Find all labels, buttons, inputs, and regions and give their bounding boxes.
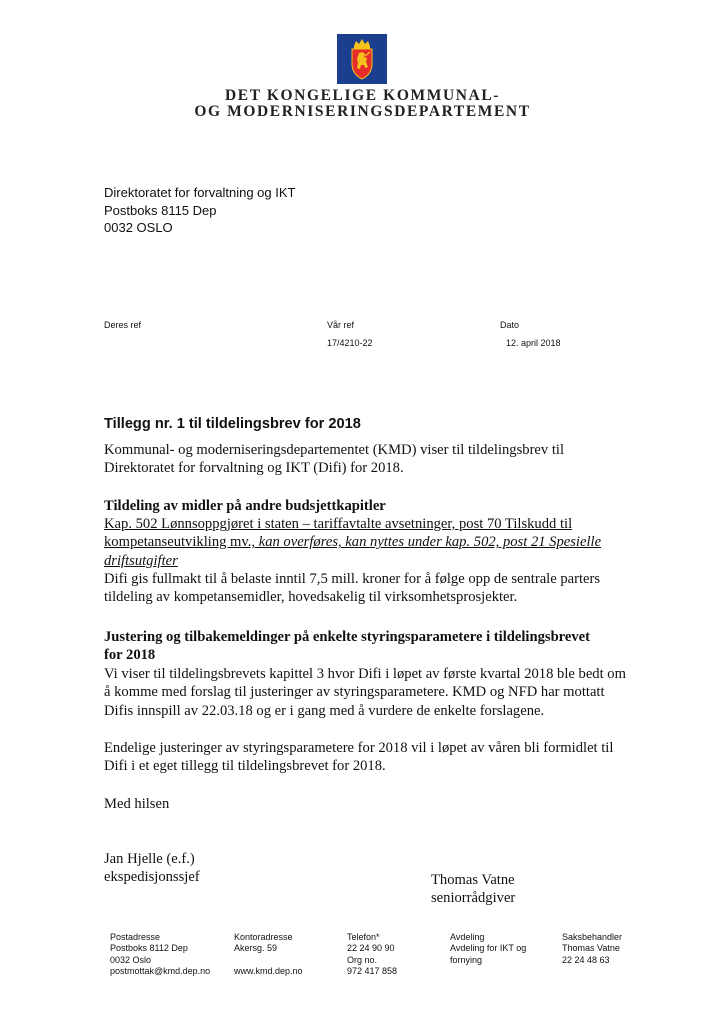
heading-line: Justering og tilbakemeldinger på enkelte styringsparametere i tildelingsbrevet — [104, 629, 591, 645]
var-ref-value: 17/4210-22 — [327, 338, 373, 348]
footer-telefon — [347, 932, 397, 978]
footer-value: 22 24 48 63 — [562, 954, 610, 965]
recipient-name: Direktoratet for forvaltning og IKT — [104, 185, 296, 200]
paragraph-line: Endelige justeringer av styringsparametere for 2018 vil i løpet av våren bli formidlet til — [104, 740, 614, 756]
intro-line: Direktoratet for forvaltning og IKT (Difi) for 2018. — [104, 460, 404, 477]
footer-value: fornying — [450, 954, 483, 965]
fullmakt-line: Difi gis fullmakt til å belaste inntil 7,5 mill. kroner for å følge opp de sentrale parters — [104, 570, 601, 587]
recipient-address — [104, 184, 295, 237]
justering-paragraph-1 — [104, 665, 664, 720]
footer-value: 22 24 90 90 — [347, 943, 395, 954]
footer-value: 972 417 858 — [347, 966, 398, 977]
paragraph-line: Difis innspill av 22.03.18 og er i gang med å vurdere de enkelte forslagene. — [104, 702, 545, 719]
footer-label: Saksbehandler — [562, 932, 623, 942]
letter-title: Tillegg nr. 1 til tildelingsbrev for 2018 — [104, 416, 361, 432]
footer-value: Postboks 8112 Dep — [110, 943, 188, 954]
footer-value: Org no. — [347, 954, 378, 965]
signer-1-title: ekspedisjonssjef — [104, 869, 200, 886]
signer-2-title: seniorrådgiver — [431, 890, 516, 907]
footer-kontoradresse — [234, 932, 303, 978]
footer-label: Kontoradresse — [234, 932, 293, 942]
footer-email: postmottak@kmd.dep.no — [110, 966, 211, 977]
kap-line-1: Kap. 502 Lønnsoppgjøret i staten – tariffavtalte avsetninger, post 70 Tilskudd til — [104, 516, 573, 532]
footer-label: Postadresse — [110, 932, 161, 942]
section-heading-tildeling: Tildeling av midler på andre budsjettkapitler — [104, 498, 386, 514]
footer-website: www.kmd.dep.no — [234, 966, 303, 977]
kap-line-3-italic: driftsutgifter — [104, 552, 178, 569]
norwegian-coat-of-arms-icon — [337, 34, 387, 84]
department-name-line-1: DET KONGELIGE KOMMUNAL- — [224, 87, 501, 104]
footer-label: Telefon* — [347, 932, 380, 942]
fullmakt-line: tildeling av kompetansemidler, hovedsakelig til virksomhetsprosjekter. — [104, 589, 518, 606]
intro-line: Kommunal- og moderniseringsdepartementet (KMD) viser til tildelingsbrev til — [104, 442, 565, 458]
footer-saksbehandler — [562, 932, 622, 966]
closing-greeting: Med hilsen — [104, 796, 170, 812]
justering-paragraph-2 — [104, 739, 664, 776]
recipient-city: 0032 OSLO — [104, 220, 173, 235]
signer-2 — [431, 871, 631, 908]
department-name-line-2: OG MODERNISERINGSDEPARTEMENT — [194, 103, 531, 120]
footer-label: Avdeling — [450, 932, 485, 942]
paragraph-line: Vi viser til tildelingsbrevets kapittel 3 hvor Difi i løpet av første kvartal 2018 ble bedt om — [104, 666, 626, 682]
kap-line-2: kompetanseutvikling mv., — [104, 534, 256, 551]
section-heading-justering — [104, 628, 664, 665]
recipient-street: Postboks 8115 Dep — [104, 202, 217, 218]
footer-value: Avdeling for IKT og — [450, 943, 527, 954]
footer-value: 0032 Oslo — [110, 954, 152, 965]
footer-value: Akersg. 59 — [234, 943, 278, 954]
footer-postadresse — [110, 932, 210, 978]
signer-2-name: Thomas Vatne — [431, 872, 515, 888]
signer-1 — [104, 850, 354, 887]
var-ref-label: Vår ref — [327, 320, 355, 330]
paragraph-line: å komme med forslag til justeringer av styringsparametere. KMD og NFD har mottatt — [104, 684, 605, 701]
signer-1-name: Jan Hjelle (e.f.) — [104, 851, 195, 867]
footer-value — [234, 955, 303, 966]
kap-line-2-italic: kan overføres, kan nyttes under kap. 502, post 21 Spesielle — [255, 534, 602, 551]
budget-chapter-reference — [104, 515, 664, 606]
deres-ref-label: Deres ref — [104, 320, 142, 330]
dato-label: Dato — [500, 320, 520, 330]
footer-value: Thomas Vatne — [562, 943, 620, 954]
footer-avdeling — [450, 932, 526, 966]
heading-line: for 2018 — [104, 647, 156, 664]
intro-paragraph — [104, 441, 664, 478]
dato-value: 12. april 2018 — [506, 338, 561, 348]
paragraph-line: Difi i et eget tillegg til tildelingsbrevet for 2018. — [104, 758, 386, 775]
